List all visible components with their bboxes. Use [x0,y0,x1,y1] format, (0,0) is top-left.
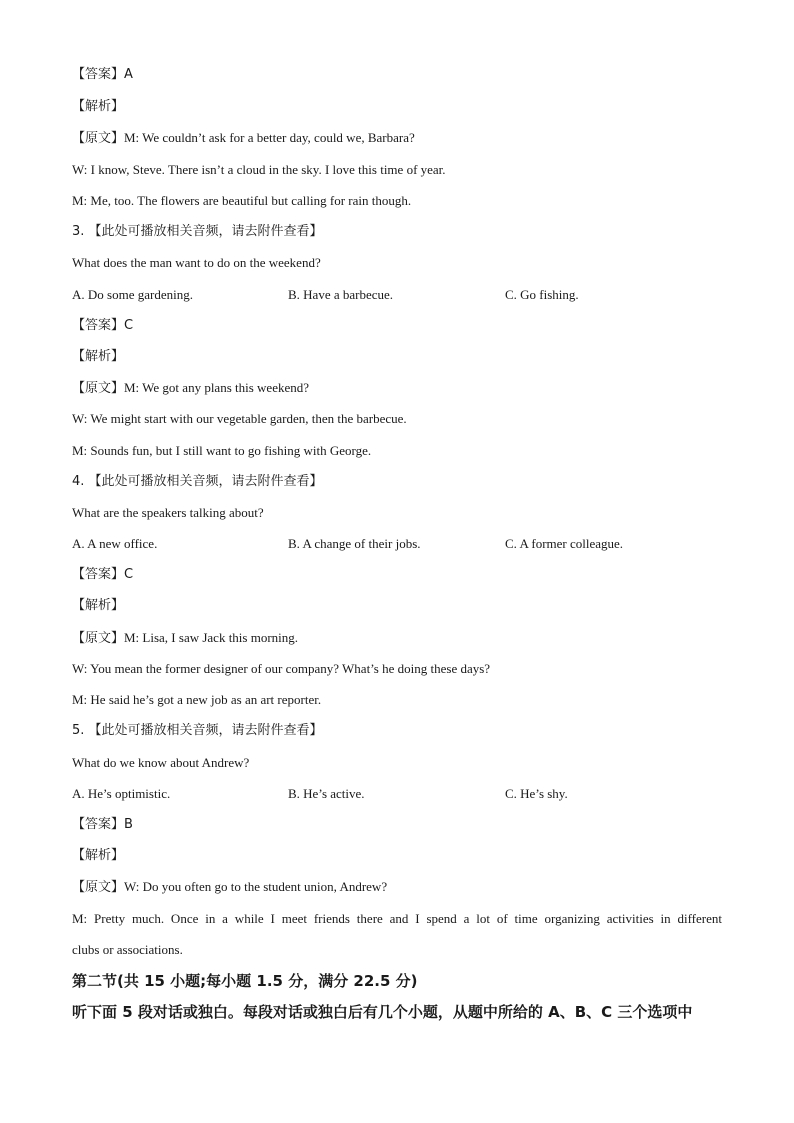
analysis-label: 【解析】 [72,598,125,613]
transcript-line: M: He said he’s got a new job as an art reporter. [72,692,322,707]
transcript-line: 【原文】M: We couldn’t ask for a better day, could we, Barbara? [72,130,415,145]
analysis-label: 【解析】 [72,99,125,114]
transcript-line: 【原文】M: Lisa, I saw Jack this morning. [72,630,299,645]
transcript-line: M: Pretty much. Once in a while I meet friends there and I spend a lot of time organizing activities in different [72,911,722,926]
transcript-line: clubs or associations. [72,942,183,957]
option-c: C. Go fishing. [505,287,579,302]
option-a: A. A new office. [72,536,158,551]
transcript-line: M: Sounds fun, but I still want to go fishing with George. [72,443,372,458]
option-a: A. He’s optimistic. [72,786,171,801]
answer-label: 【答案】A [72,67,133,82]
option-b: B. Have a barbecue. [288,287,394,302]
analysis-label: 【解析】 [72,848,125,863]
option-b: B. He’s active. [288,786,365,801]
transcript-line: W: We might start with our vegetable garden, then the barbecue. [72,411,407,426]
option-c: C. A former colleague. [505,536,624,551]
question-text: What does the man want to do on the weekend? [72,255,321,270]
transcript-line: 【原文】M: We got any plans this weekend? [72,380,310,395]
section-instruction: 听下面 5 段对话或独白。每段对话或独白后有几个小题，从题中所给的 A、B、C 三个选项中 [72,1003,693,1021]
answer-label: 【答案】C [72,318,134,333]
question-header: 3. 【此处可播放相关音频，请去附件查看】 [72,224,323,239]
transcript-line: M: Me, too. The flowers are beautiful but calling for rain though. [72,193,412,208]
option-b: B. A change of their jobs. [288,536,421,551]
analysis-label: 【解析】 [72,349,125,364]
answer-label: 【答案】B [72,817,133,832]
option-a: A. Do some gardening. [72,287,193,302]
answer-label: 【答案】C [72,567,134,582]
question-text: What are the speakers talking about? [72,505,264,520]
transcript-line: 【原文】W: Do you often go to the student union, Andrew? [72,879,388,894]
section-title: 第二节(共 15 小题;每小题 1.5 分，满分 22.5 分) [72,972,418,990]
option-c: C. He’s shy. [505,786,568,801]
transcript-line: W: I know, Steve. There isn’t a cloud in the sky. I love this time of year. [72,162,446,177]
question-header: 5. 【此处可播放相关音频，请去附件查看】 [72,723,323,738]
transcript-line: W: You mean the former designer of our company? What’s he doing these days? [72,661,491,676]
question-text: What do we know about Andrew? [72,755,250,770]
question-header: 4. 【此处可播放相关音频，请去附件查看】 [72,474,323,489]
